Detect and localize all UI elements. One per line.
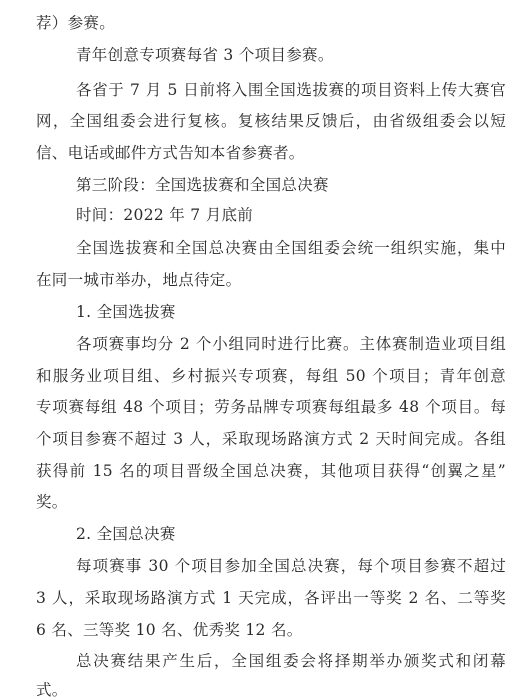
- text-line: 式。: [36, 681, 68, 699]
- text-line: 网，全国组委会进行复核。复核结果反馈后，由省级组委会以短: [36, 112, 506, 130]
- text-line: 获得前 15 名的项目晋级全国总决赛，其他项目获得“创翼之星”: [36, 462, 506, 480]
- text-line: 个项目参赛不超过 3 人，采取现场路演方式 2 天时间完成。各组: [36, 430, 506, 448]
- text-line: 青年创意专项赛每省 3 个项目参赛。: [76, 46, 334, 64]
- text-line: 专项赛每组 48 个项目；劳务品牌专项赛每组最多 48 个项目。每: [36, 398, 506, 416]
- subsection-heading: 2. 全国总决赛: [76, 525, 176, 543]
- section-heading: 第三阶段：全国选拔赛和全国总决赛: [76, 176, 329, 194]
- text-line: 总决赛结果产生后，全国组委会将择期举办颁奖式和闭幕: [76, 652, 506, 670]
- text-line: 和服务业项目组、乡村振兴专项赛，每组 50 个项目；青年创意: [36, 367, 506, 385]
- text-line: 各项赛事均分 2 个小组同时进行比赛。主体赛制造业项目组: [76, 335, 506, 353]
- text-line: 每项赛事 30 个项目参加全国总决赛，每个项目参赛不超过: [76, 557, 506, 575]
- text-line: 全国选拔赛和全国总决赛由全国组委会统一组织实施，集中: [76, 239, 506, 257]
- text-line: 3 人，采取现场路演方式 1 天完成，各评出一等奖 2 名、二等奖: [36, 589, 506, 607]
- text-line: 荐）参赛。: [36, 14, 116, 32]
- text-line: 在同一城市举办，地点待定。: [36, 271, 242, 289]
- text-line: 信、电话或邮件方式告知本省参赛者。: [36, 144, 305, 162]
- text-line: 奖。: [36, 493, 68, 511]
- text-line: 各省于 7 月 5 日前将入围全国选拔赛的项目资料上传大赛官: [76, 81, 506, 99]
- subsection-heading: 1. 全国选拔赛: [76, 303, 176, 321]
- text-line: 6 名、三等奖 10 名、优秀奖 12 名。: [36, 621, 303, 639]
- text-line: 时间：2022 年 7 月底前: [76, 206, 254, 224]
